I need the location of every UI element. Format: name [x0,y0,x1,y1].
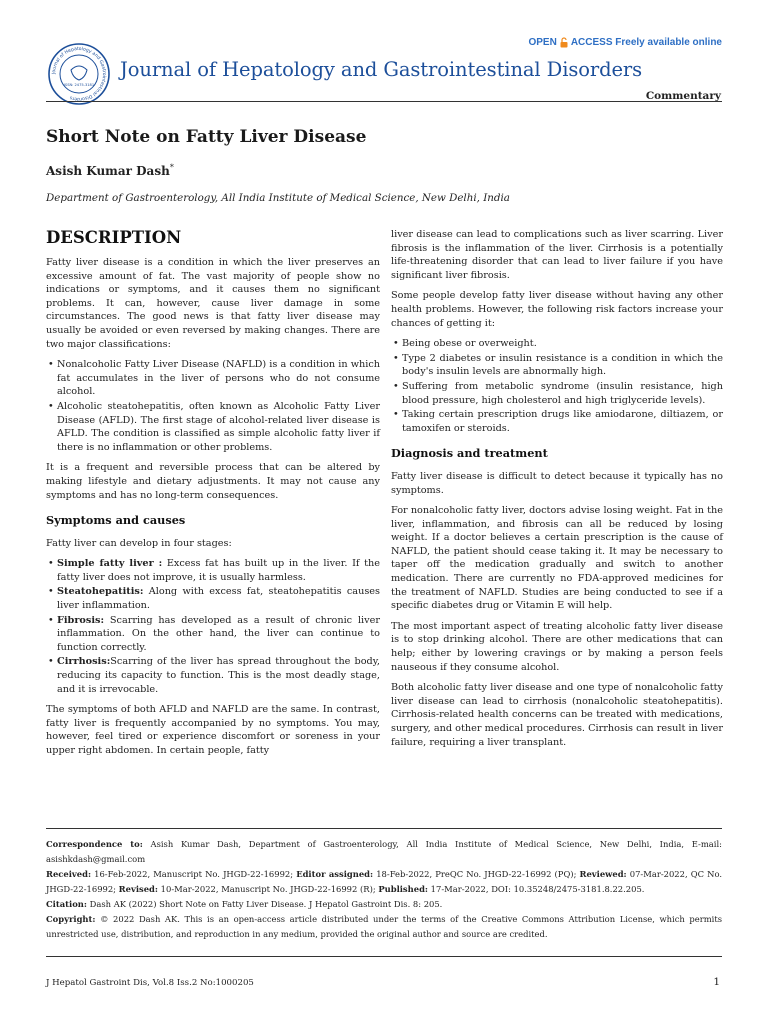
copyright [46,912,722,942]
received-text: 16-Feb-2022, Manuscript No. JHGD-22-16992; [91,869,297,879]
dates [46,867,722,897]
stage-text: Scarring of the liver has spread throughout the body, reducing its capacity to function. This is the most deadly stage, and it is irrevocable. [57,656,380,695]
open-access-label: OPEN [528,37,557,48]
page-number: 1 [713,976,720,988]
published-text: 17-Mar-2022, DOI: 10.35248/2475-3181.8.22.205. [428,884,645,894]
open-lock-icon [560,37,568,48]
reviewed-label: Reviewed: [579,869,627,879]
classification-list [46,358,380,454]
list-item: • Suffering from metabolic syndrome (insulin resistance, high blood pressure, high cholesterol and high triglyceride levels). [391,380,723,407]
list-item: • Taking certain prescription drugs like amiodarone, diltiazem, or tamoxifen or steroids. [391,408,723,435]
section-heading-diagnosis: Diagnosis and treatment [391,446,548,461]
paragraph: Fatty liver disease is a condition in which the liver preserves an excessive amount of fat. The vast majority of people show no indications or symptoms, and it causes them no significant problems. It can, however, cause liver damage in some circumstances. The good news is that fatty liver disease may usually be avoided or even reversed by making changes. There are two major classifications: [46,257,380,350]
list-item [46,655,380,696]
paragraph: The symptoms of both AFLD and NAFLD are the same. In contrast, fatty liver is frequently accompanied by no symptoms. You may, however, feel tired or experience discomfort or soreness in your upper right abdomen. In certain people, fatty [46,704,380,756]
stage-term: Steatohepatitis: [57,586,144,598]
paragraph: Fatty liver can develop in four stages: [46,537,232,549]
stage-term: Fibrosis: [57,614,105,626]
paragraph: liver disease can lead to complications such as liver scarring. Liver fibrosis is the inflammation of the liver. Cirrhosis is a potentially life-threatening disorder that can lead to liver failure if you have significant liver fibrosis. [391,229,723,281]
citation [46,897,722,912]
list-item [46,557,380,584]
affiliation: Department of Gastroenterology, All India Institute of Medical Science, New Delhi, India [46,192,510,204]
risk-factors-list [391,337,723,435]
stage-term: Cirrhosis: [57,656,111,668]
body-column-left [46,228,380,765]
correspondence-label: Correspondence to: [46,839,143,849]
list-item [46,585,380,612]
footnotes [46,837,722,942]
paragraph: It is a frequent and reversible process that can be altered by making lifestyle and dietary adjustments. It may not cause any symptoms and has no long-term consequences. [46,462,380,501]
body-column-right [391,228,723,756]
copyright-text: © 2022 Dash AK. This is an open-access article distributed under the terms of the Creative Commons Attribution License, which permits unrestricted use, distribution, and reproduction in any medium, provided the original author and source are credited. [46,914,722,939]
author-mark: * [169,163,174,172]
footnote-divider-top [46,828,722,829]
paragraph: For nonalcoholic fatty liver, doctors advise losing weight. Fat in the liver, inflammation, and fibrosis can all be reduced by losing weight. If a doctor believes a certain prescription is the cause of NAFLD, the patient should cease taking it. It may be necessary to taper off the medication gradually and switch to another medication. There are currently no FDA-approved medicines for the treatment of NAFLD. Studies are being conducted to see if a specific diabetes drug or Vitamin E will help. [391,505,723,612]
copyright-label: Copyright: [46,914,96,924]
stage-term: Simple fatty liver : [57,558,163,570]
stages-list [46,557,380,696]
correspondence-text: Asish Kumar Dash, Department of Gastroenterology, All India Institute of Medical Science, New Delhi, India, E-mail: asishkdash@gmail.com [46,839,722,864]
list-item: • Type 2 diabetes or insulin resistance is a condition in which the body's insulin levels are abnormally high. [391,352,723,379]
reviewed-text: 07-Mar-2022, QC No. JHGD-22-16992; [46,869,722,894]
citation-text: Dash AK (2022) Short Note on Fatty Liver Disease. J Hepatol Gastroint Dis. 8: 205. [86,899,443,909]
stage-text: Along with excess fat, steatohepatitis causes liver inflammation. [57,586,380,612]
article-type: Commentary [645,90,721,102]
paragraph: Both alcoholic fatty liver disease and one type of nonalcoholic fatty liver disease can lead to cirrhosis (nonalcoholic steatohepatitis). Cirrhosis-related health concerns can be treated with medications, surgery, and other medical procedures. Cirrhosis can result in liver failure, requiring a liver transplant. [391,682,723,748]
correspondence [46,837,722,867]
paragraph: Some people develop fatty liver disease without having any other health problems. However, the following risk factors increase your chances of getting it: [391,290,723,329]
list-item: • Being obese or overweight. [391,337,723,351]
seal-issn: ISSN: 2475-3181 [63,83,95,87]
paragraph: Fatty liver disease is difficult to detect because it typically has no symptoms. [391,470,723,496]
running-footer: J Hepatol Gastroint Dis, Vol.8 Iss.2 No:1000205 [46,978,254,988]
list-item [46,614,380,655]
section-heading-description: DESCRIPTION [46,228,182,247]
journal-title: Journal of Hepatology and Gastrointestinal Disorders [120,58,643,81]
svg-text:Journal of Hepatology and Gast [51,46,107,102]
citation-label: Citation: [46,899,87,909]
stage-text: Scarring has developed as a result of chronic liver inflammation. On the other hand, the liver can continue to function correctly. [57,614,380,653]
seal-ring-text: Journal of Hepatology and Gastrointestinal Disorders [51,46,107,102]
list-item: • Alcoholic steatohepatitis, often known as Alcoholic Fatty Liver Disease (AFLD). The first stage of alcohol-related liver disease is AFLD. The condition is classified as simple alcoholic fatty liver if there is no inflammation or other problems. [46,400,380,454]
paragraph: The most important aspect of treating alcoholic fatty liver disease is to stop drinking alcohol. There are other medications that can help; either by lowering cravings or by making a person feels nauseous if they consume alcohol. [391,620,723,673]
revised-text: 10-Mar-2022, Manuscript No. JHGD-22-16992 (R); [158,884,379,894]
author-line [46,163,174,178]
editor-label: Editor assigned: [296,869,374,879]
header-divider [46,101,722,102]
article-title: Short Note on Fatty Liver Disease [46,127,367,147]
stage-text: Excess fat has built up in the liver. If the fatty liver does not improve, it is usually harmless. [57,558,380,583]
received-label: Received: [46,869,92,879]
footnote-divider-bottom [46,956,722,957]
author-name: Asish Kumar Dash [46,164,170,178]
journal-seal-logo [47,42,111,106]
revised-label: Revised: [118,884,158,894]
section-heading-symptoms: Symptoms and causes [46,513,186,528]
editor-text: 18-Feb-2022, PreQC No. JHGD-22-16992 (PQ); [373,869,580,879]
published-label: Published: [378,884,429,894]
freely-available-label: ACCESS Freely available online [570,37,722,48]
open-access-badge [528,37,722,48]
list-item: • Nonalcoholic Fatty Liver Disease (NAFLD) is a condition in which fat accumulates in the liver of persons who do not consume alcohol. [46,358,380,399]
